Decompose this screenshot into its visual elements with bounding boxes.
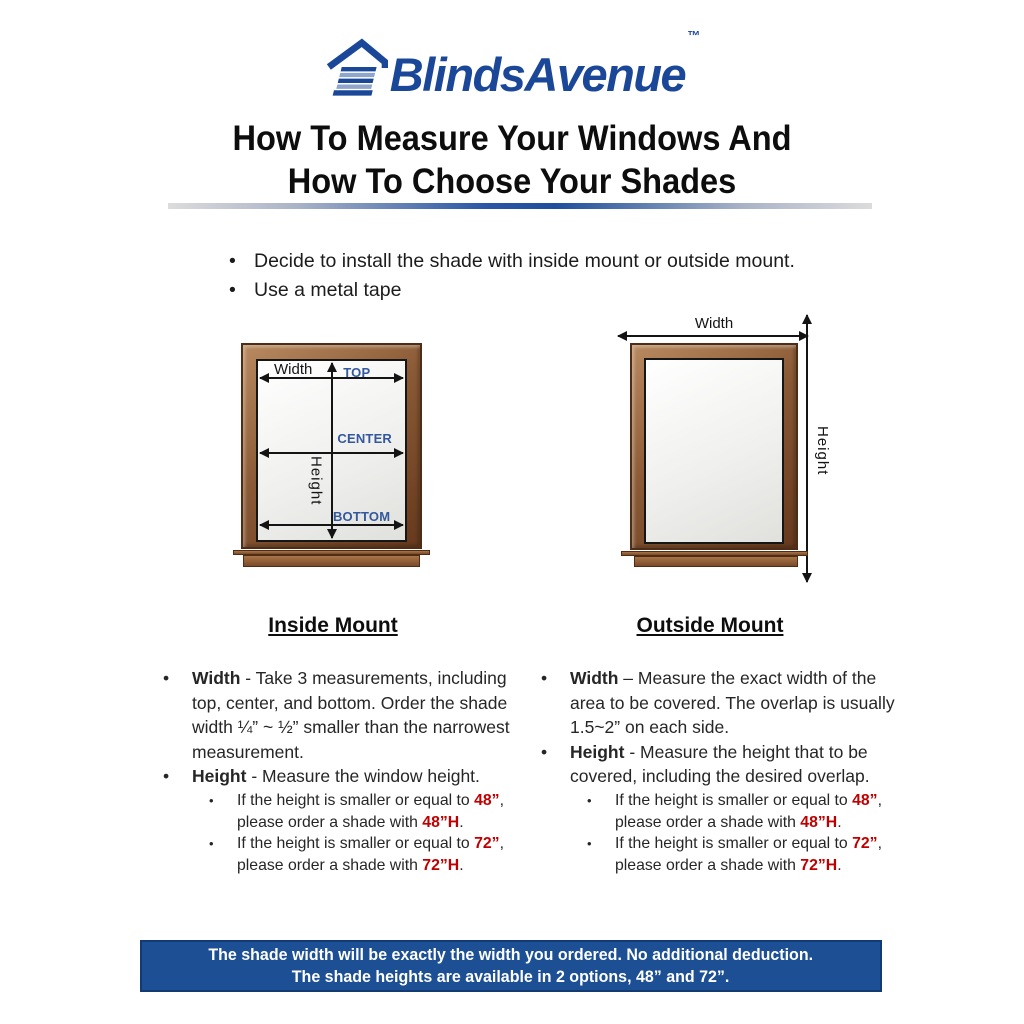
title-line-1: How To Measure Your Windows And — [232, 119, 792, 158]
intro-bullet-2-text: Use a metal tape — [254, 279, 402, 301]
height-instruction — [538, 740, 916, 789]
page-title — [36, 117, 988, 203]
outside-height-arrow — [806, 315, 808, 582]
brand-name: BlindsAvenue — [389, 48, 686, 101]
rule-48-post: . — [459, 813, 464, 831]
height-label: Height — [307, 455, 325, 506]
rule-48 — [207, 790, 522, 833]
blinds-house-icon — [324, 36, 388, 98]
width-instruction — [538, 666, 916, 740]
rule-72-mid: , please order a shade with — [615, 835, 882, 874]
rule-72-post: . — [837, 856, 842, 874]
outside-width-arrow — [618, 335, 808, 337]
window-sill — [243, 555, 420, 567]
window-glass — [256, 359, 407, 542]
intro-bullet-2 — [228, 276, 795, 305]
height-text: - Measure the height that to be covered, including the desired overlap. — [570, 741, 870, 787]
intro-bullet-1 — [228, 247, 795, 276]
rule-48-mid: , please order a shade with — [237, 791, 504, 831]
rule-72-mid: , please order a shade with — [237, 835, 504, 874]
rule-72-pre: If the height is smaller or equal to — [237, 835, 475, 853]
height-text: - Measure the window height. — [246, 766, 480, 787]
inside-mount-diagram — [241, 343, 422, 549]
top-label: TOP — [343, 365, 371, 380]
center-label: CENTER — [337, 431, 393, 447]
footer-line-2: The shade heights are available in 2 options, 48” and 72”. — [292, 968, 730, 986]
title-line-2: How To Choose Your Shades — [287, 162, 737, 201]
width-lead: Width — [570, 668, 619, 688]
inside-mount-instructions — [160, 666, 522, 876]
rule-48-value: 48” — [852, 791, 878, 809]
height-sub-rules — [207, 790, 522, 876]
height-lead: Height — [192, 766, 247, 787]
rule-48-pre: If the height is smaller or equal to — [237, 791, 475, 809]
outside-mount-diagram — [630, 315, 831, 550]
rule-72-post: . — [459, 856, 464, 874]
window-frame — [630, 343, 798, 550]
rule-72-value: 72” — [474, 835, 500, 853]
rule-72-pre: If the height is smaller or equal to — [615, 835, 853, 853]
window-frame — [241, 343, 422, 549]
intro-bullet-list — [228, 247, 795, 305]
width-label: Width — [274, 361, 313, 378]
height-label: Height — [814, 425, 831, 476]
width-label: Width — [694, 315, 734, 332]
logo — [0, 26, 1024, 101]
window-glass — [644, 358, 784, 544]
rule-72 — [585, 833, 916, 876]
outside-mount-caption: Outside Mount — [636, 614, 784, 637]
window-sill — [634, 556, 798, 567]
rule-48-mid: , please order a shade with — [615, 791, 882, 831]
bottom-label: BOTTOM — [332, 509, 391, 524]
rule-48-post: . — [837, 813, 842, 831]
width-lead: Width — [192, 668, 241, 688]
trademark-symbol: ™ — [687, 28, 701, 43]
rule-72 — [207, 833, 522, 876]
rule-48-height: 48”H — [800, 813, 838, 831]
width-text: – Measure the exact width of the area to be covered. The overlap is usually 1.5~2” on each side. — [570, 668, 895, 738]
rule-48-pre: If the height is smaller or equal to — [615, 791, 853, 809]
width-instruction — [160, 666, 522, 764]
inside-mount-caption: Inside Mount — [268, 614, 398, 637]
footer-line-1: The shade width will be exactly the width you ordered. No additional deduction. — [208, 946, 814, 964]
rule-48-height: 48”H — [422, 813, 460, 831]
rule-72-height: 72”H — [422, 856, 460, 874]
rule-72-value: 72” — [852, 835, 878, 853]
rule-48-value: 48” — [474, 791, 500, 809]
width-text: - Take 3 measurements, including top, center, and bottom. Order the shade width ¼” ~ ½” smaller than the narrowest measurement. — [192, 668, 510, 762]
rule-72-height: 72”H — [800, 856, 838, 874]
title-divider — [168, 203, 872, 209]
rule-48 — [585, 790, 916, 833]
height-lead: Height — [570, 741, 625, 762]
intro-bullet-1-text: Decide to install the shade with inside mount or outside mount. — [254, 250, 795, 272]
height-sub-rules — [585, 790, 916, 876]
outside-mount-instructions — [538, 666, 916, 876]
footer-banner — [140, 940, 882, 992]
height-instruction — [160, 764, 522, 789]
